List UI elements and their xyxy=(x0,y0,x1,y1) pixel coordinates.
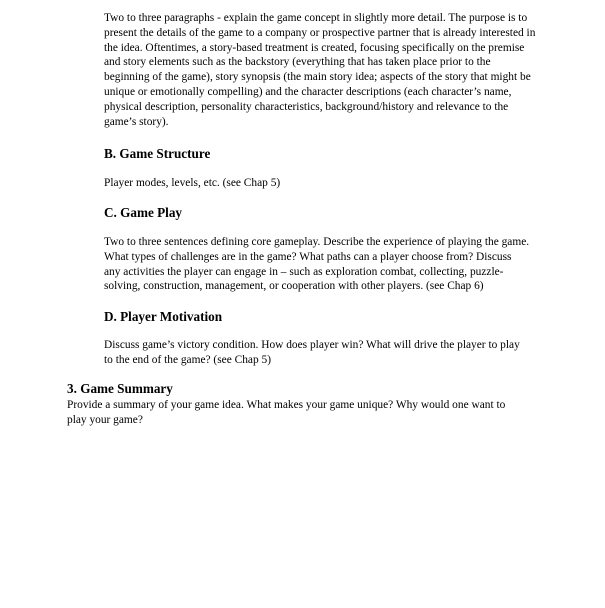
text-line: play your game? xyxy=(67,413,143,426)
text-line: any activities the player can engage in – such as exploration combat, collecting, puzzle- xyxy=(104,265,504,278)
text-line: Provide a summary of your game idea. What makes your game unique? Why would one want to xyxy=(67,399,506,411)
text-line: solving, construction, management, or cooperation with other players. (see Chap 6) xyxy=(104,280,484,293)
text-line: game’s story). xyxy=(104,115,169,128)
game-play-heading: C. Game Play xyxy=(104,205,183,220)
text-line: the idea. Oftentimes, a story-based treatment is created, focusing specifically on the premise xyxy=(104,41,525,54)
text-line: Two to three paragraphs - explain the game concept in slightly more detail. The purpose is to xyxy=(104,12,528,24)
text-line: beginning of the game), story synopsis (the main story idea; aspects of the story that might be xyxy=(104,71,531,84)
text-line: to the end of the game? (see Chap 5) xyxy=(104,353,271,366)
text-line: What types of challenges are in the game? What paths can a player choose from? Discuss xyxy=(104,250,512,263)
text-line: Two to three sentences defining core gameplay. Describe the experience of playing the game. xyxy=(104,236,530,248)
text-line: physical description, personality characteristics, background/history and relevance to the xyxy=(104,100,509,113)
game-summary-heading: 3. Game Summary xyxy=(67,381,173,396)
text-line: present the details of the game to a company or prospective partner that is already interested in xyxy=(104,26,536,39)
player-motivation-heading: D. Player Motivation xyxy=(104,309,223,324)
game-concept-paragraph xyxy=(104,11,574,129)
text-line: Player modes, levels, etc. (see Chap 5) xyxy=(104,177,281,189)
text-line: and story elements such as the backstory (everything that has taken place prior to the xyxy=(104,56,491,69)
game-structure-heading: B. Game Structure xyxy=(104,146,211,161)
text-line: Discuss game’s victory condition. How does player win? What will drive the player to play xyxy=(104,339,520,351)
text-line: unique or emotionally compelling) and the character descriptions (each character’s name, xyxy=(104,85,512,98)
game-play-paragraph xyxy=(104,235,574,294)
player-motivation-paragraph xyxy=(104,338,574,368)
game-summary-paragraph xyxy=(67,398,567,428)
game-structure-paragraph xyxy=(104,176,280,191)
